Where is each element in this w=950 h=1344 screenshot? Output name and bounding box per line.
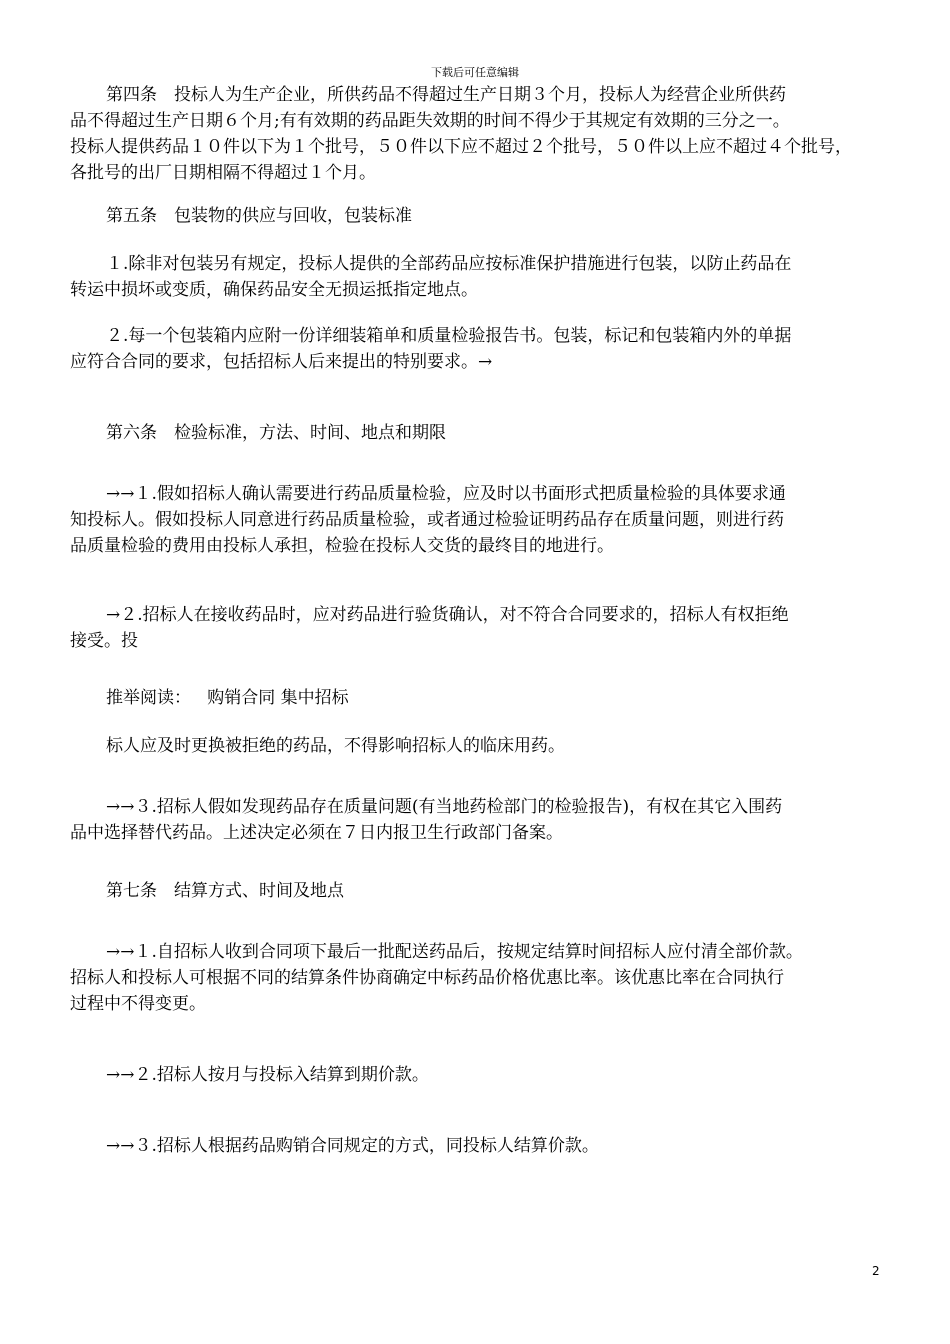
text-line: 品质量检验的费用由投标人承担，检验在投标人交货的最终目的地进行。 xyxy=(70,536,614,556)
article-6-item-3 xyxy=(70,794,882,846)
header-note: 下载后可任意编辑 xyxy=(431,66,519,79)
text-line: 招标人和投标人可根据不同的结算条件协商确定中标药品价格优惠比率。该优惠比率在合同执行 xyxy=(70,968,784,988)
article-6-item-2 xyxy=(70,602,882,654)
text-line: →→３.招标人假如发现药品存在质量问题(有当地药检部门的检验报告)，有权在其它入围药 xyxy=(106,797,783,817)
article-7-item-1 xyxy=(70,939,882,1017)
article-7-item-2 xyxy=(70,1062,882,1088)
page-number: 2 xyxy=(872,1264,880,1278)
article-5-item-1 xyxy=(70,251,882,303)
text-line: 知投标人。假如投标人同意进行药品质量检验，或者通过检验证明药品存在质量问题，则进行药 xyxy=(70,510,784,530)
text-line: →→１.自招标人收到合同项下最后一批配送药品后，按规定结算时间招标人应付清全部价款。 xyxy=(106,942,803,962)
article-7-heading xyxy=(70,878,882,904)
text-line: 第四条 投标人为生产企业，所供药品不得超过生产日期３个月，投标人为经营企业所供药 xyxy=(106,85,786,105)
article-7-item-3 xyxy=(70,1133,882,1159)
text-line: →→１.假如招标人确认需要进行药品质量检验，应及时以书面形式把质量检验的具体要求通 xyxy=(106,484,786,504)
text-line: 过程中不得变更。 xyxy=(70,994,206,1014)
text-line: →→２.招标人按月与投标入结算到期价款。 xyxy=(106,1065,429,1085)
text-line: 品不得超过生产日期６个月;有有效期的药品距失效期的时间不得少于其规定有效期的三分之一。 xyxy=(70,111,790,131)
recommended-reading-label: 推举阅读： xyxy=(106,688,191,708)
article-5-item-2 xyxy=(70,323,882,375)
article-6-item-1 xyxy=(70,481,882,559)
article-6-item-2-continued xyxy=(70,733,882,759)
text-line: 第六条 检验标准，方法、时间、地点和期限 xyxy=(106,423,446,443)
text-line: ２.每一个包装箱内应附一份详细装箱单和质量检验报告书。包装，标记和包装箱内外的单据 xyxy=(106,326,792,346)
article-6-heading xyxy=(70,420,882,446)
link-centralized-tendering[interactable]: 集中招标 xyxy=(280,688,349,708)
recommended-reading xyxy=(70,685,882,711)
article-4-paragraph xyxy=(70,82,882,186)
text-line: 品中选择替代药品。上述决定必须在７日内报卫生行政部门备案。 xyxy=(70,823,563,843)
text-line: →→３.招标人根据药品购销合同规定的方式，同投标人结算价款。 xyxy=(106,1136,599,1156)
text-line: 转运中损坏或变质，确保药品安全无损运抵指定地点。 xyxy=(70,280,478,300)
text-line: 接受。投 xyxy=(70,631,138,651)
text-line: 第五条 包装物的供应与回收，包装标准 xyxy=(106,206,412,226)
text-line: １.除非对包装另有规定，投标人提供的全部药品应按标准保护措施进行包装，以防止药品在 xyxy=(106,254,792,274)
text-line: 第七条 结算方式、时间及地点 xyxy=(106,881,344,901)
text-line: →２.招标人在接收药品时，应对药品进行验货确认，对不符合合同要求的，招标人有权拒绝 xyxy=(106,605,789,625)
text-line: 标人应及时更换被拒绝的药品，不得影响招标人的临床用药。 xyxy=(106,736,565,756)
text-line xyxy=(70,685,882,711)
text-line: 投标人提供药品１０件以下为１个批号，５０件以下应不超过２个批号，５０件以上应不超过４个批号， xyxy=(70,137,852,157)
text-line: 各批号的出厂日期相隔不得超过１个月。 xyxy=(70,163,376,183)
article-5-heading xyxy=(70,203,882,229)
link-purchase-contract[interactable]: 购销合同 xyxy=(207,688,276,708)
text-line: 应符合合同的要求，包括招标人后来提出的特别要求。→ xyxy=(70,352,493,372)
